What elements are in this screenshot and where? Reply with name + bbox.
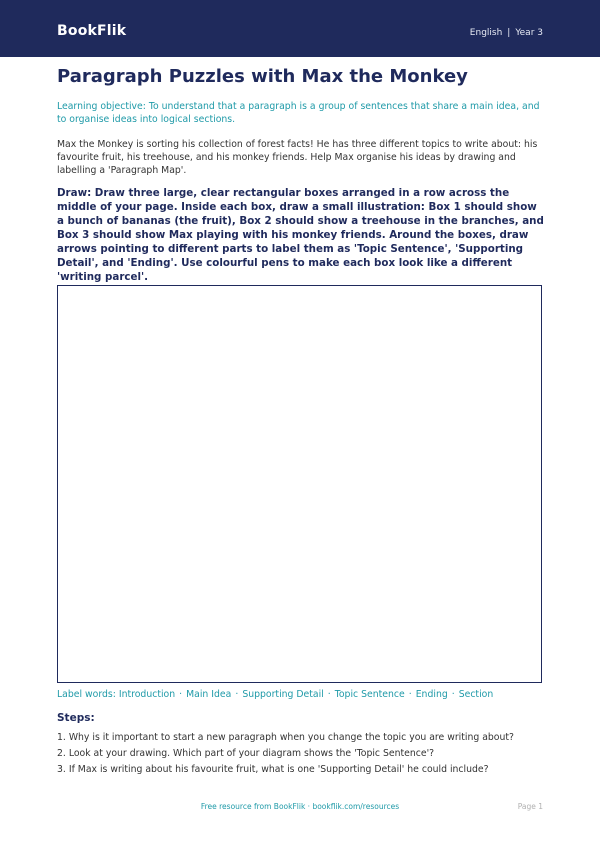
label-words-line: [57, 689, 547, 700]
worksheet-title: Paragraph Puzzles with Max the Monkey: [57, 66, 468, 87]
learning-objective: Learning objective: To understand that a paragraph is a group of sentences that share a main idea, and to organise ideas into logical sections.: [57, 101, 540, 125]
step-item: 1. Why is it important to start a new paragraph when you change the topic you are writing about?: [57, 732, 514, 743]
drawing-area[interactable]: [57, 285, 542, 683]
page-number: Page 1: [517, 802, 543, 811]
label-separator: ·: [408, 689, 412, 700]
label-word: Main Idea: [186, 689, 232, 700]
label-word: Ending: [415, 689, 448, 700]
label-words-prefix: Label words:: [57, 689, 116, 700]
label-word: Introduction: [118, 689, 176, 700]
subject-label: English: [469, 28, 503, 38]
top-header-bar: [0, 0, 600, 57]
intro-paragraph: Max the Monkey is sorting his collection of forest facts! He has three different topics to write about: his favourite fruit, his treehouse, and his monkey friends. Help Max organise his ideas by drawing and labelling a 'Paragraph Map'.: [57, 139, 538, 176]
step-item: 3. If Max is writing about his favourite fruit, what is one 'Supporting Detail' he could include?: [57, 764, 489, 775]
label-separator: ·: [327, 689, 331, 700]
footer-credit[interactable]: Free resource from BookFlik · bookflik.com/resources: [200, 802, 400, 811]
year-label: Year 3: [515, 28, 543, 38]
label-word: Topic Sentence: [334, 689, 405, 700]
label-separator: ·: [179, 689, 183, 700]
steps-heading: Steps:: [57, 712, 95, 724]
label-separator: ·: [451, 689, 455, 700]
brand-logo-text[interactable]: BookFlik: [57, 23, 127, 39]
steps-list: [57, 730, 547, 778]
subject-year-meta: [470, 28, 543, 38]
meta-separator: |: [507, 28, 511, 38]
step-item: 2. Look at your drawing. Which part of your diagram shows the 'Topic Sentence'?: [57, 748, 435, 759]
label-separator: ·: [235, 689, 239, 700]
label-word: Supporting Detail: [242, 689, 324, 700]
label-word: Section: [458, 689, 494, 700]
draw-instruction: Draw: Draw three large, clear rectangular boxes arranged in a row across the middle of your page. Inside each box, draw a small illustration: Box 1 should show a bunch of bananas (the fruit), Box 2 should show a treehouse in the branches, and Box 3 should show Max playing with his monkey friends. Around the boxes, draw arrows pointing to different parts to label them as 'Topic Sentence', 'Supporting Detail', and 'Ending'. Use colourful pens to make each box look like a different 'writing parcel'.: [57, 187, 544, 283]
